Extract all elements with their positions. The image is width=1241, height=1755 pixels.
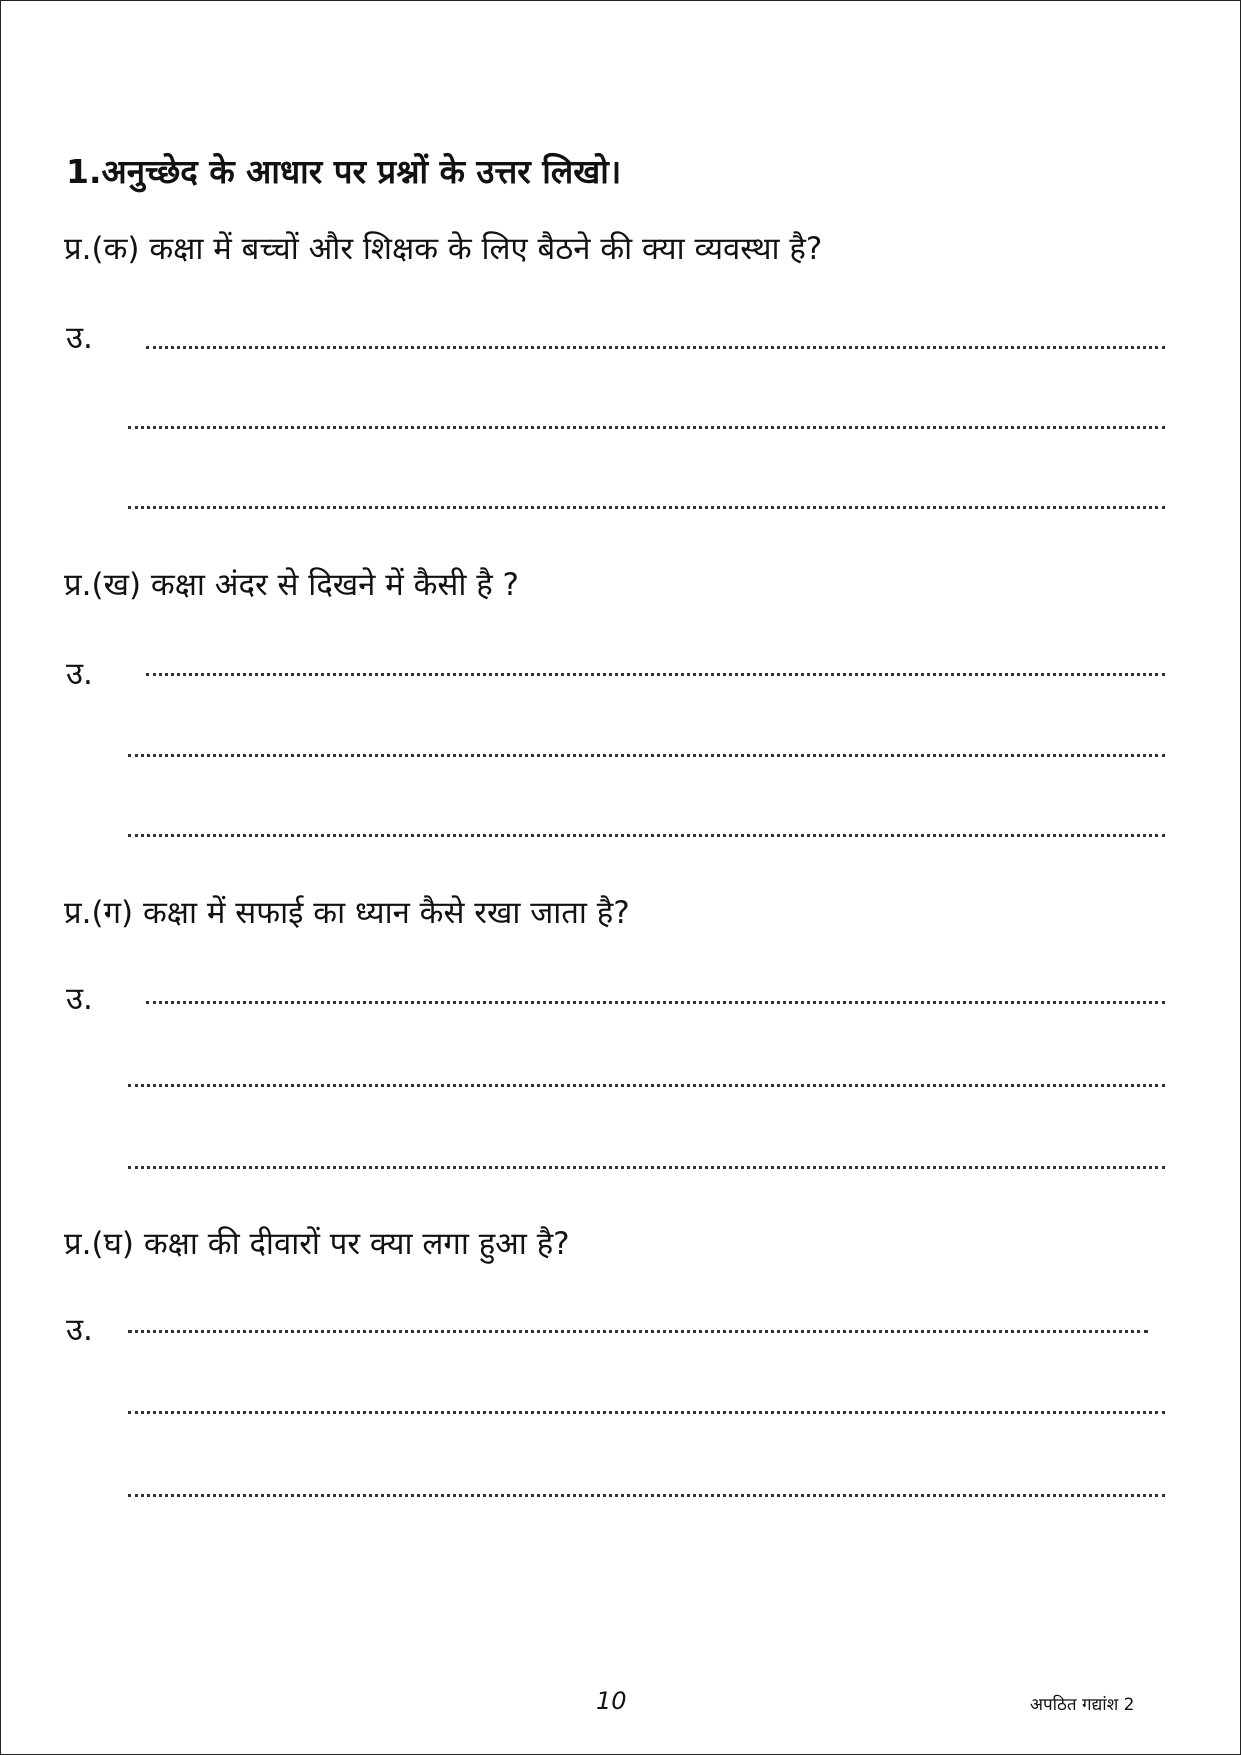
question-ka: प्र.(क) कक्षा में बच्चों और शिक्षक के लिए बैठने की क्या व्यवस्था है?	[64, 231, 823, 267]
answer-line-ga-1[interactable]	[146, 1001, 1165, 1004]
answer-line-kha-1[interactable]	[146, 673, 1165, 676]
answer-line-gha-1[interactable]	[128, 1330, 1148, 1333]
book-title: अपठित गद्यांश 2	[1030, 1695, 1135, 1715]
question-ga: प्र.(ग) कक्षा में सफाई का ध्यान कैसे रखा जाता है?	[64, 895, 630, 931]
answer-line-ka-3[interactable]	[128, 506, 1165, 509]
answer-line-ka-1[interactable]	[146, 346, 1165, 349]
answer-line-ga-3[interactable]	[128, 1166, 1165, 1169]
answer-label-ka: उ.	[66, 320, 93, 356]
page-number: 10	[596, 1687, 627, 1715]
answer-line-kha-2[interactable]	[128, 754, 1165, 757]
worksheet-heading: 1.अनुच्छेद के आधार पर प्रश्नों के उत्तर लिखो।	[66, 152, 622, 191]
answer-line-ga-2[interactable]	[128, 1084, 1165, 1087]
answer-label-gha: उ.	[66, 1312, 93, 1348]
answer-label-ga: उ.	[66, 981, 93, 1017]
question-gha: प्र.(घ) कक्षा की दीवारों पर क्या लगा हुआ है?	[64, 1226, 570, 1262]
question-kha: प्र.(ख) कक्षा अंदर से दिखने में कैसी है ?	[64, 567, 520, 603]
answer-line-gha-3[interactable]	[128, 1494, 1165, 1497]
answer-label-kha: उ.	[66, 656, 93, 692]
answer-line-gha-2[interactable]	[128, 1411, 1165, 1414]
answer-line-kha-3[interactable]	[128, 834, 1165, 837]
answer-line-ka-2[interactable]	[128, 426, 1165, 429]
